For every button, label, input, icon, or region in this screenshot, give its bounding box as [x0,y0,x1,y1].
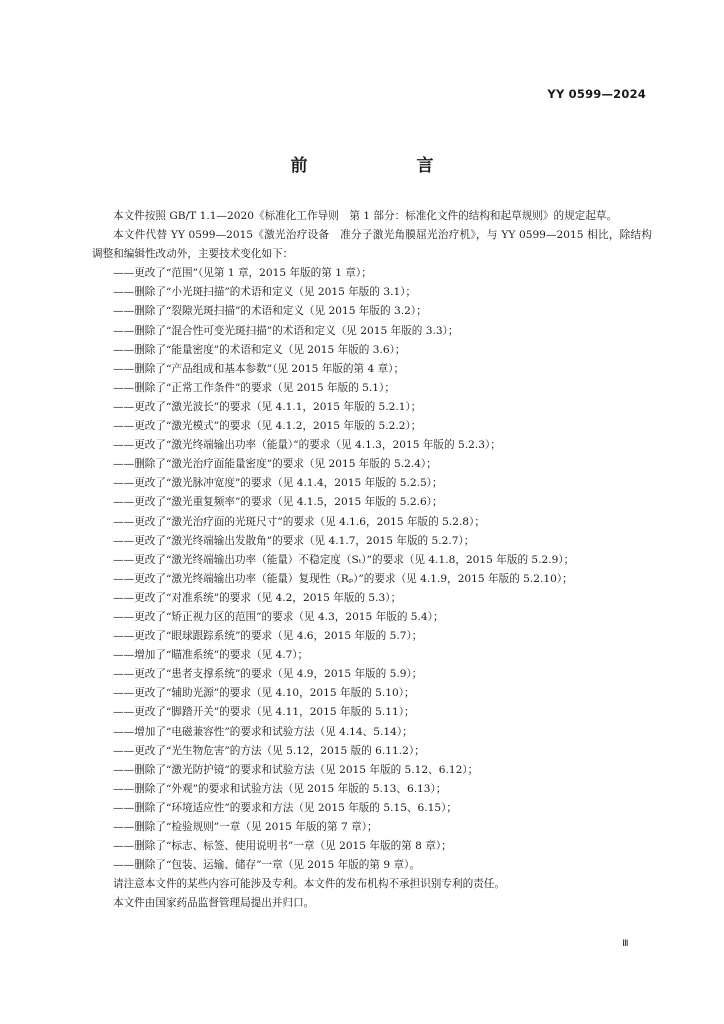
list-item: ——删除了“激光治疗面能量密度”的要求（见 2015 年版的 5.2.4）； [113,458,437,471]
list-item: ——删除了“混合性可变光斑扫描”的术语和定义（见 2015 年版的 3.3）； [113,324,459,337]
list-item: ——删除了“环境适应性”的要求和方法（见 2015 年版的 5.15、6.15）； [113,801,458,814]
page-title: 前 言 [290,156,480,176]
list-item: ——删除了“检验规则”一章（见 2015 年版的第 7 章）； [113,821,378,833]
responsible-authority-paragraph: 本文件由国家药品监督管理局提出并归口。 [113,897,315,910]
technical-changes-list [92,264,652,875]
list-item: ——删除了“小光斑扫描”的术语和定义（见 2015 年版的 3.1）； [113,286,417,299]
list-item: ——增加了“电磁兼容性”的要求和试验方法（见 4.14、5.14）； [113,725,413,738]
list-item: ——删除了“产品组成和基本参数”（见 2015 年版的第 4 章）； [113,362,405,375]
list-item: ——更改了“激光终端输出发散角”的要求（见 4.1.7，2015 年版的 5.2.7）； [113,534,475,547]
standard-code: YY 0599—2024 [547,87,646,101]
list-item: ——更改了“眼球跟踪系统”的要求（见 4.6，2015 年版的 5.7）； [113,630,423,643]
list-item: ——更改了“激光治疗面的光斑尺寸”的要求（见 4.1.6，2015 年版的 5.2.8）； [113,515,485,528]
list-item: ——删除了“裂隙光斑扫描”的术语和定义（见 2015 年版的 3.2）； [113,305,427,318]
intro-paragraph-drafting-rules: 本文件按照 GB/T 1.1—2020《标准化工作导则 第 1 部分：标准化文件的结构和起草规则》的规定起草。 [113,210,618,222]
list-item: ——删除了“标志、标签、使用说明书”一章（见 2015 年版的第 8 章）； [113,840,452,853]
page-number: Ⅲ [622,939,629,949]
list-item: ——更改了“辅助光源”的要求（见 4.10，2015 年版的 5.10）； [113,687,415,700]
list-item: ——更改了“激光波长”的要求（见 4.1.1，2015 年版的 5.2.1）； [113,400,422,413]
list-item: ——更改了“脚踏开关”的要求（见 4.11，2015 年版的 5.11）； [113,706,415,719]
list-item: ——更改了“激光重复频率”的要求（见 4.1.5，2015 年版的 5.2.6）； [113,496,443,509]
list-item: ——更改了“患者支撑系统”的要求（见 4.9，2015 年版的 5.9）； [113,668,423,681]
list-item: ——更改了“光生物危害”的方法（见 5.12，2015 版的 6.11.2）； [113,744,425,757]
list-item: ——更改了“激光脉冲宽度”的要求（见 4.1.4，2015 年版的 5.2.5）； [113,477,443,490]
foreword-body [92,207,652,913]
list-item: ——删除了“正常工作条件”的要求（见 2015 年版的 5.1）； [113,381,395,394]
list-item: ——更改了“激光终端输出功率（能量）”的要求（见 4.1.3，2015 年版的 5.2.3）； [113,439,501,452]
list-item: ——删除了“激光防护镜”的要求和试验方法（见 2015 年版的 5.12、6.12）； [113,763,479,776]
list-item: ——删除了“包装、运输、储存”一章（见 2015 年版的第 9 章）。 [113,859,420,872]
list-item: ——更改了“对准系统”的要求（见 4.2，2015 年版的 5.3）； [113,591,402,604]
patent-notice-paragraph: 请注意本文件的某些内容可能涉及专利。本文件的发布机构不承担识别专利的责任。 [113,878,505,891]
list-item: ——更改了“激光模式”的要求（见 4.1.2，2015 年版的 5.2.2）； [113,420,422,433]
list-item: ——更改了“矫正视力区的范围”的要求（见 4.3，2015 年版的 5.4）； [113,610,444,623]
intro-paragraph-replacement: 本文件代替 YY 0599—2015《激光治疗设备 准分子激光角膜屈光治疗机》，与 YY 0599—2015 相比，除结构调整和编辑性改动外，主要技术变化如下： [92,229,652,261]
list-item: ——删除了“能量密度”的术语和定义（见 2015 年版的 3.6）； [113,343,406,356]
list-item: ——增加了“瞄准系统”的要求（见 4.7）； [113,649,309,662]
list-item: ——更改了“激光终端输出功率（能量）复现性（Rₚ）”的要求（见 4.1.9，2015 年版的 5.2.10）； [113,572,573,585]
list-item: ——更改了“激光终端输出功率（能量）不稳定度（Sₜ）”的要求（见 4.1.8，2015 年版的 5.2.9）； [113,553,575,566]
list-item: ——删除了“外观”的要求和试验方法（见 2015 年版的 5.13、6.13）； [113,782,447,795]
list-item: ——更改了“范围”（见第 1 章，2015 年版的第 1 章）； [113,267,372,280]
